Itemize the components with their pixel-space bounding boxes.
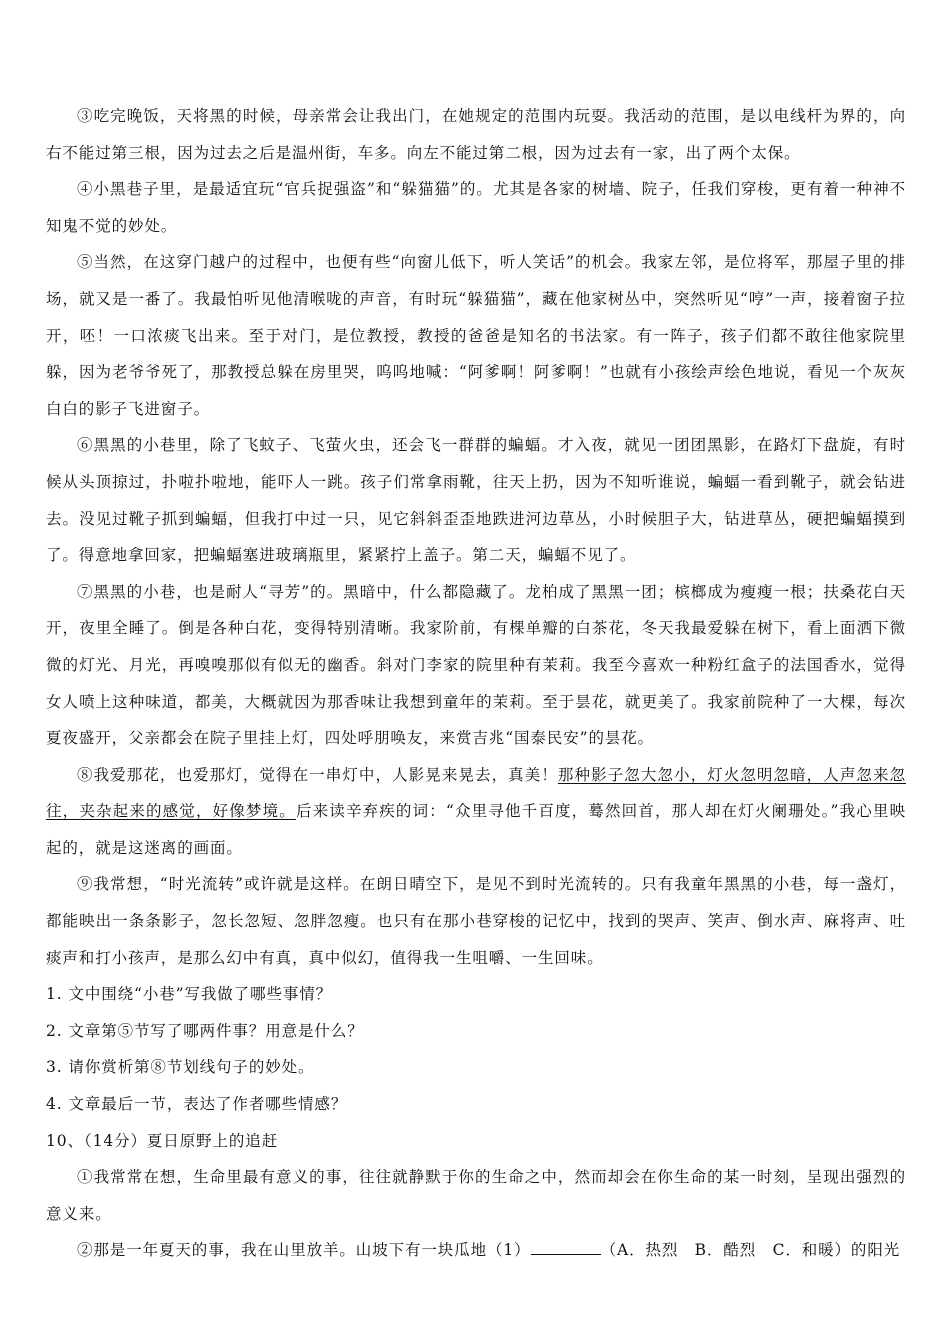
paragraph-8-rest: 后来读辛弃疾的词：“众里寻他千百度，蓦然回首，那人却在灯火阑珊处。”我心里映起的，就是这迷离的画面。	[46, 802, 906, 857]
document-page	[46, 98, 906, 1269]
paragraph-4: ④小黑巷子里，是最适宜玩“官兵捉强盗”和“躲猫猫”的。尤其是各家的树墙、院子，任我们穿梭，更有着一种神不知鬼不觉的妙处。	[46, 180, 906, 235]
paragraph-7: ⑦黑黑的小巷，也是耐人“寻芳”的。黑暗中，什么都隐藏了。龙柏成了黑黑一团；槟榔成为瘦瘦一根；扶桑花白天开，夜里全睡了。倒是各种白花，变得特别清晰。我家阶前，有棵单瓣的白茶花，冬天我最爱躲在树下，看上面洒下微微的灯光、月光，再嗅嗅那似有似无的幽香。斜对门李家的院里种有茉莉。我至今喜欢一种粉红盒子的法国香水，觉得女人喷上这种味道，都美，大概就因为那香味让我想到童年的茉莉。至于昙花，就更美了。我家前院种了一大棵，每次夏夜盛开，父亲都会在院子里挂上灯，四处呼朋唤友，来赏吉兆“国泰民安”的昙花。	[46, 582, 906, 748]
question-2: 2. 文章第⑤节写了哪两件事？用意是什么？	[46, 1021, 364, 1040]
paragraph-8	[46, 757, 906, 867]
section-10-paragraph-2-options: （A．热烈 B．酷烈 C．和暖）的阳光	[600, 1241, 901, 1260]
fill-in-blank[interactable]	[531, 1240, 601, 1255]
paragraph-3: ③吃完晚饭，天将黑的时候，母亲常会让我出门，在她规定的范围内玩耍。我活动的范围，是以电线杆为界的，向右不能过第三根，因为过去之后是温州街，车多。向左不能过第二根，因为过去有一家，出了两个太保。	[46, 107, 906, 162]
section-10-title: 10、（14分）夏日原野上的追赶	[46, 1131, 279, 1150]
paragraph-5: ⑤当然，在这穿门越户的过程中，也便有些“向窗儿低下，听人笑话”的机会。我家左邻，是位将军，那屋子里的排场，就又是一番了。我最怕听见他清喉咙的声音，有时玩“躲猫猫”，藏在他家树丛中，突然听见“哼”一声，接着窗子拉开，呸！一口浓痰飞出来。至于对门，是位教授，教授的爸爸是知名的书法家。有一阵子，孩子们都不敢往他家院里躲，因为老爷爷死了，那教授总躲在房里哭，呜呜地喊：“阿爹啊！阿爹啊！”也就有小孩绘声绘色地说，看见一个灰灰白白的影子飞进窗子。	[46, 253, 906, 418]
underlined-sentence: 那种影子忽大忽小，灯火忽明忽暗，人声忽来忽往，夹杂起来的感觉，好像梦境。	[46, 765, 906, 821]
section-10-paragraph-1: ①我常常在想，生命里最有意义的事，往往就静默于你的生命之中，然而却会在你生命的某一时刻，呈现出强烈的意义来。	[46, 1168, 906, 1223]
paragraph-9: ⑨我常想，“时光流转”或许就是这样。在朗日晴空下，是见不到时光流转的。只有我童年黑黑的小巷，每一盏灯，都能映出一条条影子，忽长忽短、忽胖忽瘦。也只有在那小巷穿梭的记忆中，找到的哭声、笑声、倒水声、麻将声、吐痰声和打小孩声，是那么幻中有真，真中似幻，值得我一生咀嚼、一生回味。	[46, 875, 906, 967]
question-1: 1. 文中围绕“小巷”写我做了哪些事情？	[46, 985, 333, 1004]
question-3: 3. 请你赏析第⑧节划线句子的妙处。	[46, 1058, 315, 1077]
question-4: 4. 文章最后一节，表达了作者哪些情感？	[46, 1095, 348, 1114]
paragraph-8-intro: ⑧我爱那花，也爱那灯，觉得在一串灯中，人影晃来晃去，真美！	[77, 765, 558, 784]
section-10-paragraph-2	[46, 1232, 906, 1269]
section-10-paragraph-2-start: ②那是一年夏天的事，我在山里放羊。山坡下有一块瓜地（1）	[77, 1241, 531, 1260]
paragraph-6: ⑥黑黑的小巷里，除了飞蚊子、飞萤火虫，还会飞一群群的蝙蝠。才入夜，就见一团团黑影，在路灯下盘旋，有时候从头顶掠过，扑啦扑啦地，能吓人一跳。孩子们常拿雨靴，往天上扔，因为不知听谁说，蝙蝠一看到靴子，就会钻进去。没见过靴子抓到蝙蝠，但我打中过一只，见它斜斜歪歪地跌进河边草丛，小时候胆子大，钻进草丛，硬把蝙蝠摸到了。得意地拿回家，把蝙蝠塞进玻璃瓶里，紧紧拧上盖子。第二天，蝙蝠不见了。	[46, 436, 906, 565]
